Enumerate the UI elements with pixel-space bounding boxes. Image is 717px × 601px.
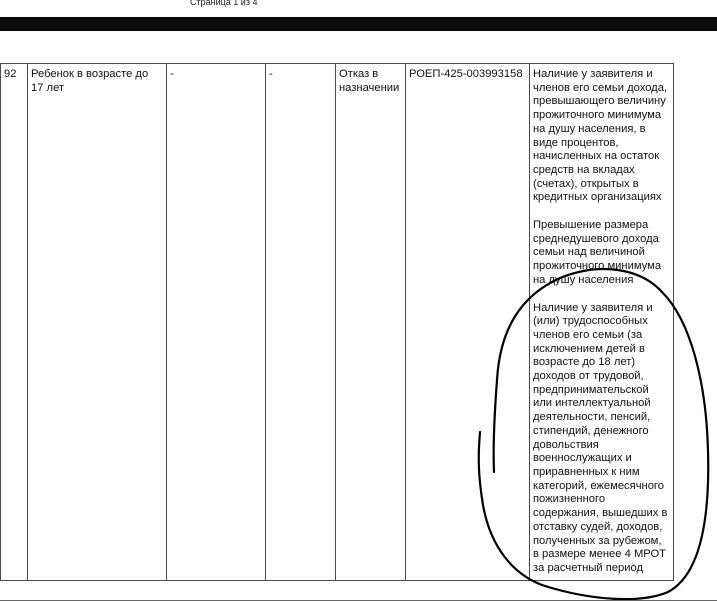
case-id-cell: РОЕП-425-003993158 [406,64,530,581]
refusal-reason: Превышение размера среднедушевого дохода семьи над величиной прожиточного минимума на душу населения [533,219,662,286]
document-page [0,31,717,600]
page-gap [0,17,717,31]
benefit-table [0,63,674,581]
refusal-reason: Наличие у заявителя и членов его семьи дохода, превышающего величину прожиточного минимума на душу населения, в виде процентов, начисленных на остаток средств на вкладах (счетах), открытых в кредитных организациях [533,68,668,204]
table-row [1,64,674,581]
status-cell: Отказ в назначении [336,64,406,581]
row-number-cell: 92 [1,64,28,581]
refusal-reasons-cell [530,64,674,581]
empty-value-cell: - [266,64,336,581]
empty-value-cell: - [167,64,266,581]
category-cell: Ребенок в возрасте до 17 лет [28,64,167,581]
page-number-label: Страница 1 из 4 [190,0,258,7]
refusal-reason-highlighted: Наличие у заявителя и (или) трудоспособных членов его семьи (за исключением детей в возрасте до 18 лет) доходов от трудовой, предпринимательской или интеллектуальной деятельности, пенсий, стипендий, денежного довольствия военнослужащих и приравненных к ним категорий, ежемесячного пожизненного содержания, вышедших в отставку судей, доходов, полученных за рубежом, в размере менее 4 МРОТ за расчетный период [533,301,668,574]
previous-page-footer [0,0,717,17]
